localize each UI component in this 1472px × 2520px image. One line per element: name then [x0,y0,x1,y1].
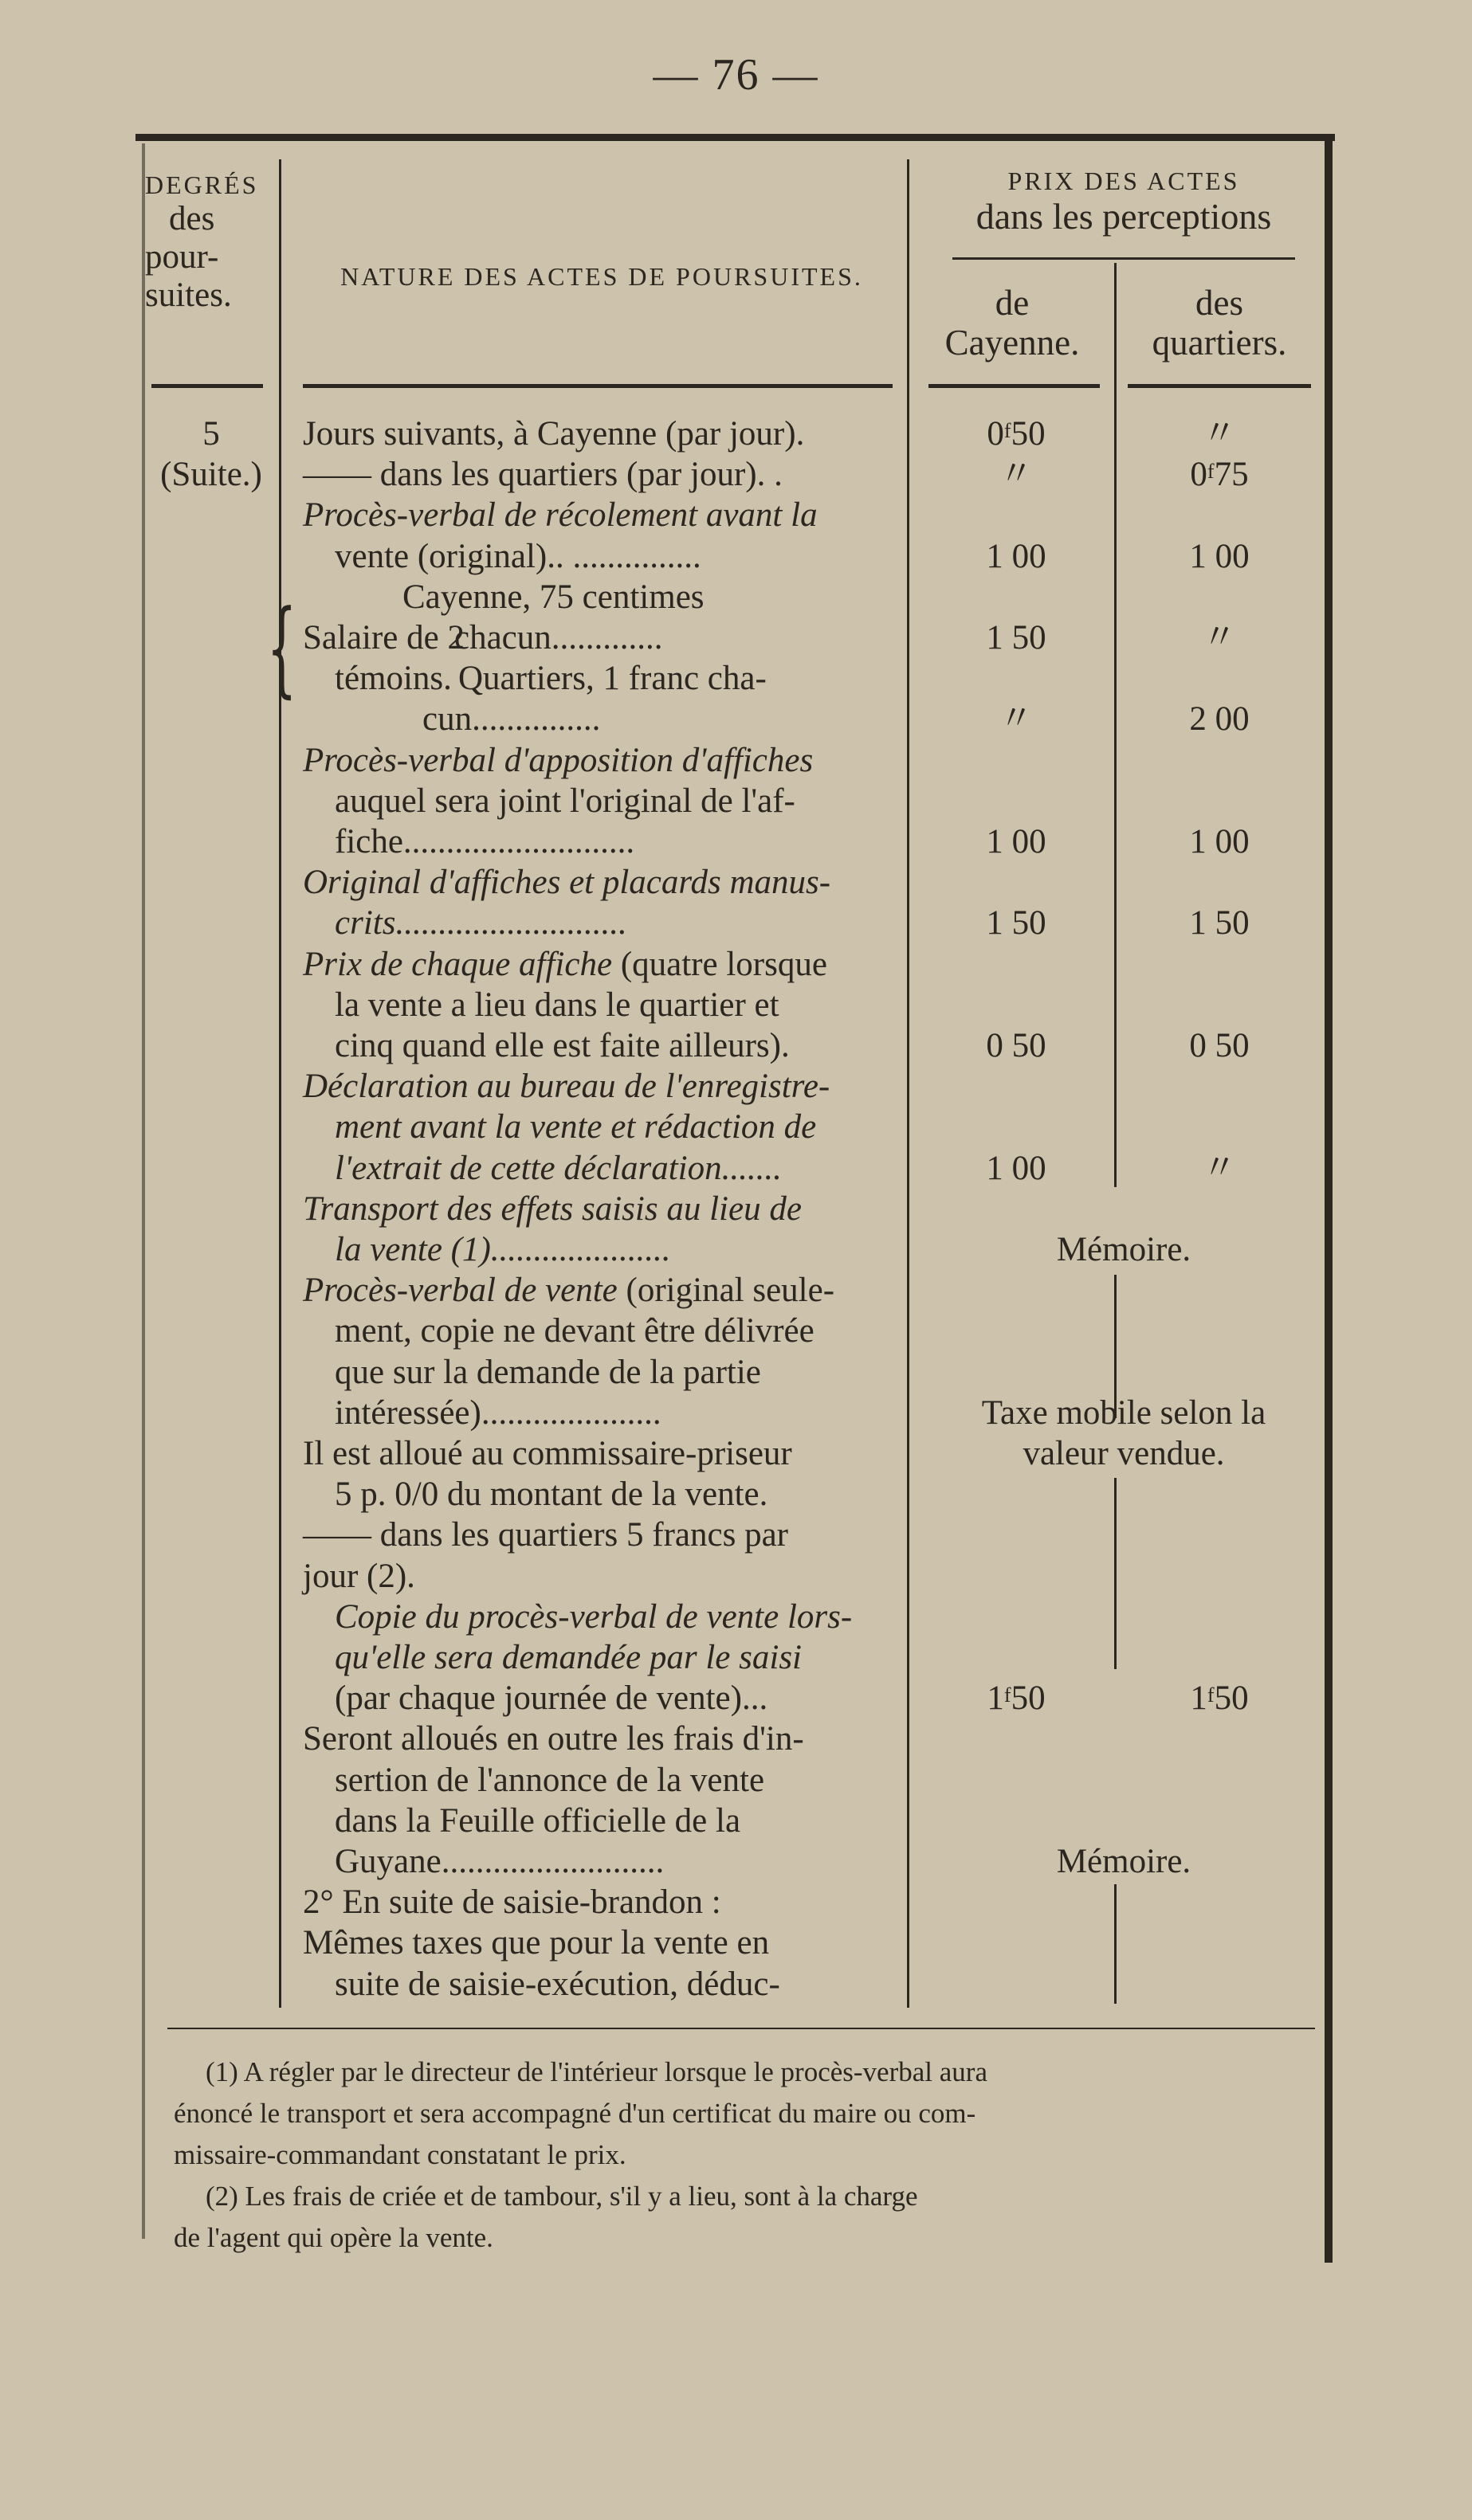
price-cayenne: 1 50 [986,904,1046,942]
act-description: ment, copie ne devant être délivrée [335,1312,815,1350]
header-degres-line-2: des [169,199,215,237]
franc-superscript: f [1207,460,1215,483]
act-description: Original d'affiches et placards manus- [303,864,831,901]
act-description: sertion de l'annonce de la vente [335,1762,765,1799]
act-description: la vente a lieu dans le quartier et [335,986,779,1024]
header-rule-nature [303,384,893,388]
act-description: Guyane.......................... [335,1843,665,1880]
footnote-line: missaire-commandant constatant le prix. [174,2139,626,2170]
header-cayenne [917,283,1108,363]
col-divider-1 [279,159,281,2008]
act-description: suite de saisie-exécution, déduc- [335,1965,780,2003]
header-cayenne-line-2: Cayenne. [944,323,1080,363]
act-description: —— dans les quartiers 5 francs par [303,1516,788,1554]
right-border-rule [1325,135,1333,2263]
act-description: 2° En suite de saisie-brandon : [303,1883,721,1921]
table-top-rule [135,134,1335,141]
price-cayenne: 1 00 [986,538,1046,575]
left-border-rule [142,143,145,2239]
footnote-rule [167,2028,1315,2029]
act-description: Déclaration au bureau de l'enregistre- [303,1068,830,1105]
price-quartiers: 1 50 [1189,904,1250,942]
act-description-part: Quartiers, 1 franc cha- [458,660,767,697]
franc-superscript: f [1003,419,1011,442]
act-description [303,945,827,985]
price-quartiers: 1 00 [1189,823,1250,860]
act-description: Seront alloués en outre les frais d'in- [303,1720,804,1758]
price-merged: Mémoire. [1056,1231,1191,1268]
header-rule-degres [151,384,263,388]
act-description: Mêmes taxes que pour la vente en [303,1924,770,1962]
act-description: 5 p. 0/0 du montant de la vente. [335,1476,768,1513]
price-merged: valeur vendue. [1023,1435,1225,1472]
price-cayenne: 0$^f$50 [987,415,1046,453]
footnote-line: (1) A régler par le directeur de l'intérieur lorsque le procès-verbal aura [206,2056,987,2087]
degree-cell: (Suite.) [160,456,262,493]
footnote-line: (2) Les frais de criée et de tambour, s'il y a lieu, sont à la charge [206,2181,918,2212]
header-rule-cayenne [928,384,1100,388]
footnote-line: énoncé le transport et sera accompagné d'un certificat du maire ou com- [174,2098,976,2129]
act-description: Procès-verbal d'apposition d'affiches [303,742,814,779]
price-quartiers: 0$^f$75 [1190,456,1249,493]
price-cayenne: 〃 [999,700,1034,738]
act-title: Procès-verbal de vente [303,1272,618,1309]
header-rule-quartiers [1128,384,1311,388]
page-number: — 76 — [653,50,819,100]
price-cayenne: 1 50 [986,619,1046,656]
act-description: Copie du procès-verbal de vente lors- [335,1598,853,1636]
salaire-brace: { [267,587,297,708]
act-description: crits........................... [335,904,627,942]
act-description: témoins. [335,660,452,697]
price-merged: Taxe mobile selon la [981,1394,1266,1432]
header-quartiers [1116,283,1323,363]
act-description: Salaire de 2 [303,619,465,656]
header-degres-line-1: DEGRÉS [145,170,259,199]
header-cayenne-line-1: de [995,283,1030,323]
header-rule-prix [952,257,1295,260]
price-cayenne: 1$^f$50 [987,1679,1046,1717]
header-degres [145,171,269,315]
act-description: auquel sera joint l'original de l'af- [335,782,795,820]
act-description: dans la Feuille officielle de la [335,1802,741,1840]
price-merged: Mémoire. [1056,1843,1191,1880]
col-divider-2 [907,159,909,2008]
act-description: que sur la demande de la partie [335,1354,761,1391]
act-description: l'extrait de cette déclaration....... [335,1150,782,1187]
act-description: vente (original).. ............... [335,538,701,575]
act-description: cinq quand elle est faite ailleurs). [335,1027,790,1064]
price-quartiers: 1 00 [1189,538,1250,575]
franc-superscript: f [1207,1683,1215,1707]
act-description: (par chaque journée de vente)... [335,1679,768,1717]
act-description: cun............... [422,700,601,738]
act-description: ment avant la vente et rédaction de [335,1108,817,1146]
header-prix [917,167,1331,237]
price-cayenne: 0 50 [986,1027,1046,1064]
header-prix-line-1: PRIX DES ACTES [1007,167,1240,195]
price-quartiers: 0 50 [1189,1027,1250,1064]
header-degres-line-3: pour- [145,237,219,276]
price-cayenne: 1 00 [986,823,1046,860]
act-description: la vente (1)..................... [335,1231,671,1268]
header-degres-line-4: suites. [145,276,232,315]
header-quartiers-line-1: des [1195,283,1243,323]
footnote-line: de l'agent qui opère la vente. [174,2222,493,2253]
header-quartiers-line-2: quartiers. [1152,323,1287,363]
col-divider-3d [1114,1884,1117,2004]
franc-superscript: f [1003,1683,1011,1707]
act-description: Cayenne, 75 centimes [402,578,705,616]
act-detail: (quatre lorsque [612,946,827,983]
act-description: intéressée)..................... [335,1394,661,1432]
act-description: Jours suivants, à Cayenne (par jour). [303,415,805,453]
act-description: Procès-verbal de récolement avant la [303,496,818,534]
price-cayenne: 1 00 [986,1150,1046,1187]
degree-cell: 5 [202,415,220,453]
act-description: Il est alloué au commissaire-priseur [303,1435,792,1472]
act-description-part: chacun............. [454,619,663,656]
price-quartiers: 1$^f$50 [1190,1679,1249,1717]
act-description: jour (2). [303,1558,415,1595]
act-description: qu'elle sera demandée par le saisi [335,1639,803,1676]
price-cayenne: 〃 [999,456,1034,493]
act-title: Prix de chaque affiche [303,946,613,983]
header-prix-line-2: dans les perceptions [975,195,1272,237]
price-quartiers: 〃 [1202,619,1237,656]
act-description [303,1271,834,1311]
header-nature: NATURE DES ACTES DE POURSUITES. [340,262,863,291]
col-divider-3c [1114,1478,1117,1669]
act-detail: (original seule- [617,1272,835,1309]
price-quartiers: 2 00 [1189,700,1250,738]
act-description: —— dans les quartiers (par jour). . [303,456,783,493]
act-description: fiche........................... [335,823,635,860]
price-quartiers: 〃 [1202,1150,1237,1187]
act-description: Transport des effets saisis au lieu de [303,1190,802,1228]
price-quartiers: 〃 [1202,415,1237,453]
